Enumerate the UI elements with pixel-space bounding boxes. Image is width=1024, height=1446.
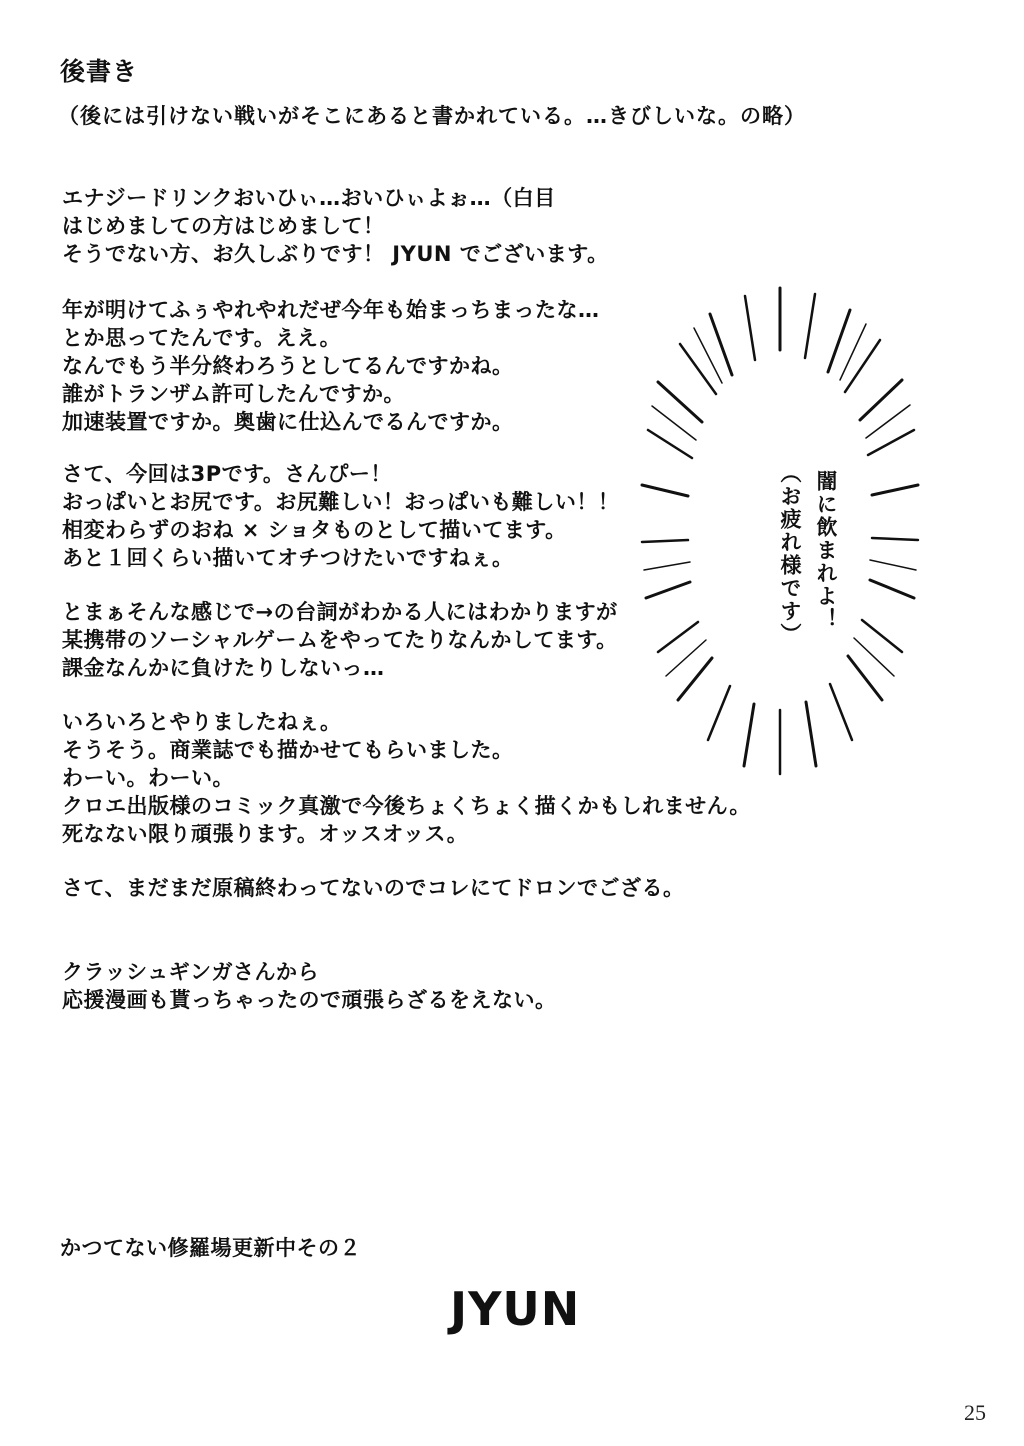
footer-note: かつてない修羅場更新中その２ bbox=[60, 1236, 361, 1260]
body-line: あと１回くらい描いてオチつけたいですねぇ。 bbox=[62, 546, 514, 570]
body-line: おっぱいとお尻です。お尻難しい！おっぱいも難しい！！ bbox=[62, 490, 620, 514]
page-number: 25 bbox=[964, 1400, 986, 1425]
body-line: 応援漫画も貰っちゃったので頑張らざるをえない。 bbox=[62, 988, 557, 1012]
body-line: さて、まだまだ原稿終わってないのでコレにてドロンでござる。 bbox=[62, 876, 685, 900]
speech-bubble-line2: （お疲れ様です） bbox=[778, 462, 802, 646]
body-line: わーい。わーい。 bbox=[62, 766, 234, 790]
page-subtitle: （後には引けない戦いがそこにあると書かれている。…きびしいな。の略） bbox=[58, 104, 806, 128]
body-line: クラッシュギンガさんから bbox=[62, 960, 319, 984]
body-line: 相変わらずのおね × ショタものとして描いてます。 bbox=[62, 518, 567, 542]
body-line: 加速装置ですか。奥歯に仕込んでるんですか。 bbox=[62, 410, 514, 434]
author-signature: JYUN bbox=[450, 1282, 581, 1336]
body-line: そうそう。商業誌でも描かせてもらいました。 bbox=[62, 738, 514, 762]
body-line: なんでもう半分終わろうとしてるんですかね。 bbox=[62, 354, 514, 378]
body-line: はじめましての方はじめまして！ bbox=[62, 214, 385, 238]
body-line: 某携帯のソーシャルゲームをやってたりなんかしてます。 bbox=[62, 628, 618, 652]
body-line: とか思ってたんです。ええ。 bbox=[62, 326, 342, 350]
speech-bubble-line1: 闇に飲まれよ！ bbox=[814, 470, 838, 631]
body-line: そうでない方、お久しぶりです！ JYUN でございます。 bbox=[62, 242, 609, 266]
body-line: さて、今回は3Pです。さんぴー！ bbox=[62, 462, 392, 486]
body-line: クロエ出版様のコミック真激で今後ちょくちょく描くかもしれません。 bbox=[62, 794, 751, 818]
body-line: 誰がトランザム許可したんですか。 bbox=[62, 382, 405, 406]
body-line: 課金なんかに負けたりしないっ… bbox=[62, 656, 385, 680]
body-line: いろいろとやりましたねぇ。 bbox=[62, 710, 342, 734]
body-line: とまぁそんな感じで→の台詞がわかる人にはわかりますが bbox=[62, 600, 618, 624]
body-line: 死なない限り頑張ります。オッスオッス。 bbox=[62, 822, 469, 846]
body-line: 年が明けてふぅやれやれだぜ今年も始まっちまったな… bbox=[62, 298, 600, 322]
body-line: エナジードリンクおいひぃ…おいひぃよぉ…（白目 bbox=[62, 186, 556, 210]
page-title: 後書き bbox=[60, 57, 139, 86]
